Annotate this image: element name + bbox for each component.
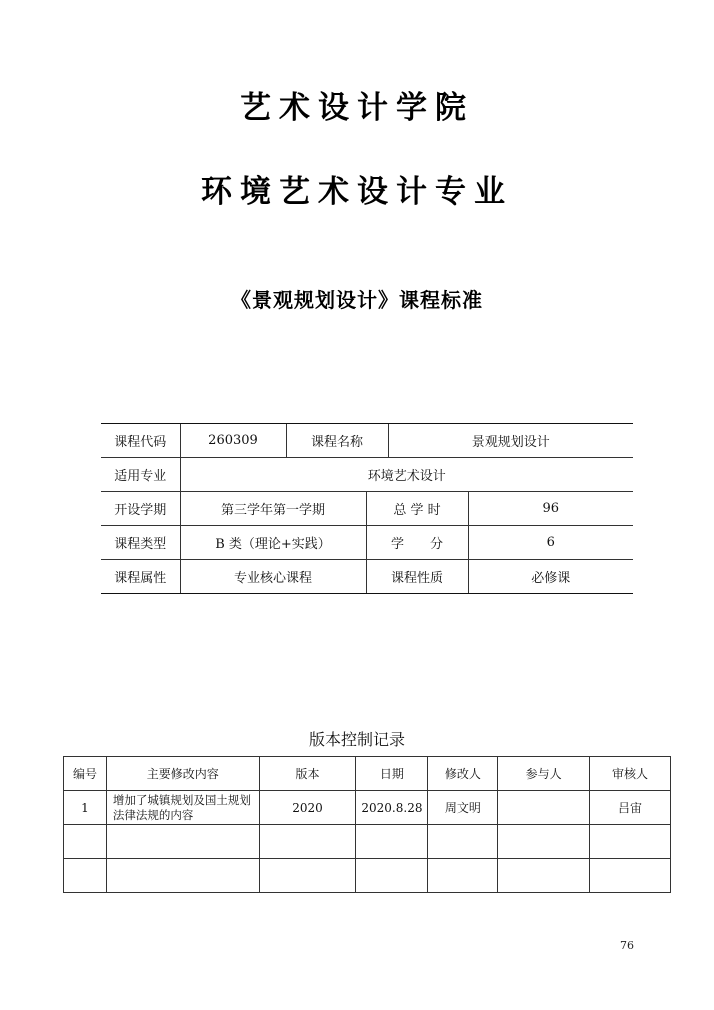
table-cell: 增加了城镇规划及国土规划法律法规的内容 <box>106 791 259 825</box>
table-cell: 周文明 <box>428 791 498 825</box>
school-title: 艺术设计学院 <box>240 90 474 126</box>
table-row <box>64 791 671 825</box>
term-label: 开设学期 <box>101 492 180 526</box>
table-cell <box>64 859 107 893</box>
table-cell <box>590 859 671 893</box>
term-value: 第三学年第一学期 <box>180 492 366 526</box>
table-cell <box>590 825 671 859</box>
hours-value: 96 <box>468 492 633 526</box>
table-row <box>64 859 671 893</box>
type-label: 课程类型 <box>101 526 180 560</box>
table-cell <box>356 825 428 859</box>
major-value: 环境艺术设计 <box>180 458 633 492</box>
table-cell <box>498 791 590 825</box>
version-control-table <box>63 756 671 893</box>
course-info-row <box>101 526 633 560</box>
table-cell <box>356 859 428 893</box>
table-cell <box>498 859 590 893</box>
column-header: 审核人 <box>590 757 671 791</box>
table-cell <box>428 825 498 859</box>
version-control-title: 版本控制记录 <box>308 730 405 749</box>
nature-value: 必修课 <box>468 560 633 594</box>
code-value: 260309 <box>180 424 286 458</box>
table-cell <box>106 825 259 859</box>
credit-label: 学 分 <box>366 526 468 560</box>
table-row <box>64 825 671 859</box>
major-label: 适用专业 <box>101 458 180 492</box>
course-standard-title: 《景观规划设计》课程标准 <box>231 288 483 312</box>
major-title: 环境艺术设计专业 <box>201 174 513 210</box>
table-cell <box>428 859 498 893</box>
course-info-row <box>101 424 633 458</box>
column-header: 主要修改内容 <box>106 757 259 791</box>
column-header: 版本 <box>259 757 356 791</box>
column-header: 编号 <box>64 757 107 791</box>
table-cell <box>64 825 107 859</box>
course-info-row <box>101 560 633 594</box>
name-value: 景观规划设计 <box>388 424 633 458</box>
table-cell: 2020 <box>259 791 356 825</box>
name-label: 课程名称 <box>286 424 388 458</box>
nature-label: 课程性质 <box>366 560 468 594</box>
column-header: 修改人 <box>428 757 498 791</box>
code-label: 课程代码 <box>101 424 180 458</box>
hours-label: 总 学 时 <box>366 492 468 526</box>
column-header: 日期 <box>356 757 428 791</box>
credit-value: 6 <box>468 526 633 560</box>
type-value: B 类（理论+实践） <box>180 526 366 560</box>
table-cell <box>106 859 259 893</box>
page-number: 76 <box>620 939 634 952</box>
column-header: 参与人 <box>498 757 590 791</box>
attr-label: 课程属性 <box>101 560 180 594</box>
table-header-row <box>64 757 671 791</box>
course-info-row <box>101 458 633 492</box>
table-cell: 吕宙 <box>590 791 671 825</box>
table-cell <box>259 859 356 893</box>
table-cell <box>259 825 356 859</box>
course-info-row <box>101 492 633 526</box>
course-info-table <box>101 423 633 594</box>
attr-value: 专业核心课程 <box>180 560 366 594</box>
table-cell: 2020.8.28 <box>356 791 428 825</box>
table-cell <box>498 825 590 859</box>
table-cell: 1 <box>64 791 107 825</box>
